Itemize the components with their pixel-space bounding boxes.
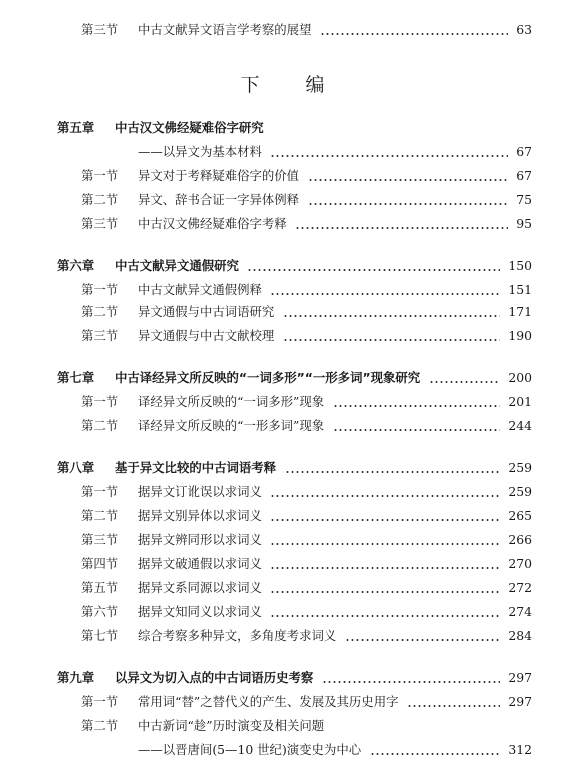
- page-number: 312: [508, 742, 532, 757]
- leader-dots: [407, 705, 500, 707]
- leader-dots: [247, 269, 500, 271]
- toc-section-entry[interactable]: [0, 214, 585, 234]
- section-label: 第一节: [81, 168, 119, 183]
- leader-dots: [370, 753, 500, 755]
- toc-section-entry[interactable]: [0, 602, 585, 622]
- toc-section-entry[interactable]: [0, 392, 585, 412]
- chapter-label: 第九章: [57, 670, 95, 685]
- part-title: 下 编: [240, 74, 345, 96]
- section-label: 第七节: [81, 628, 119, 643]
- page-number: 272: [508, 580, 532, 595]
- toc-section-entry[interactable]: [0, 166, 585, 186]
- leader-dots: [270, 519, 500, 521]
- entry-title: 中古汉文佛经疑难俗字考释: [138, 216, 287, 231]
- leader-dots: [270, 495, 500, 497]
- entry-title: 异文通假与中古文献校理: [138, 328, 275, 343]
- toc-section-entry[interactable]: [0, 20, 585, 40]
- section-label: 第二节: [81, 508, 119, 523]
- page-number: 200: [508, 370, 532, 385]
- chapter-label: 第六章: [57, 258, 95, 273]
- page-number: 95: [516, 216, 532, 231]
- page-number: 150: [508, 258, 532, 273]
- section-label: 第一节: [81, 694, 119, 709]
- section-label: 第三节: [81, 532, 119, 547]
- leader-dots: [308, 203, 508, 205]
- entry-title: 中古文献异文通假例释: [138, 282, 262, 297]
- page-number: 297: [508, 670, 532, 685]
- section-label: 第一节: [81, 282, 119, 297]
- entry-title: 基于异文比较的中古词语考释: [115, 460, 277, 475]
- page-number: 63: [516, 22, 532, 37]
- toc-section-entry[interactable]: [0, 506, 585, 526]
- page-number: 190: [508, 328, 532, 343]
- section-label: 第二节: [81, 304, 119, 319]
- entry-title: 综合考察多种异文，多角度考求词义: [138, 628, 337, 643]
- entry-title: 据异文订讹误以求词义: [138, 484, 262, 499]
- entry-title: 中古新词“趁”历时演变及相关问题: [138, 718, 325, 733]
- entry-title: 中古文献异文语言学考察的展望: [138, 22, 312, 37]
- entry-title: 据异文别异体以求词义: [138, 508, 262, 523]
- section-label: 第六节: [81, 604, 119, 619]
- entry-title: 译经异文所反映的“一形多词”现象: [138, 418, 325, 433]
- toc-section-entry[interactable]: [0, 626, 585, 646]
- leader-dots: [345, 639, 500, 641]
- toc-section-entry[interactable]: [0, 716, 585, 736]
- leader-dots: [283, 339, 500, 341]
- page-number: 284: [508, 628, 532, 643]
- page-number: 274: [508, 604, 532, 619]
- chapter-label: 第五章: [57, 120, 95, 135]
- entry-title: ——以异文为基本材料: [138, 144, 262, 159]
- page-number: 67: [516, 168, 532, 183]
- toc-section-entry[interactable]: [0, 578, 585, 598]
- section-label: 第一节: [81, 394, 119, 409]
- entry-title: 据异文破通假以求词义: [138, 556, 262, 571]
- leader-dots: [320, 33, 508, 35]
- leader-dots: [270, 155, 508, 157]
- entry-title: 据异文知同义以求词义: [138, 604, 262, 619]
- leader-dots: [295, 227, 508, 229]
- section-label: 第二节: [81, 718, 119, 733]
- entry-title: 异文对于考释疑难俗字的价值: [138, 168, 300, 183]
- entry-title: 据异文辨同形以求词义: [138, 532, 262, 547]
- toc-section-entry[interactable]: [0, 554, 585, 574]
- toc-section-entry[interactable]: [0, 326, 585, 346]
- page-number: 265: [508, 508, 532, 523]
- entry-title: ——以晋唐间(5—10 世纪)演变史为中心: [138, 742, 362, 757]
- section-label: 第三节: [81, 22, 119, 37]
- section-label: 第四节: [81, 556, 119, 571]
- toc-chapter-entry[interactable]: [0, 368, 585, 388]
- toc-chapter-entry[interactable]: [0, 118, 585, 138]
- leader-dots: [270, 615, 500, 617]
- entry-title: 中古译经异文所反映的“一词多形”“一形多词”现象研究: [115, 370, 421, 385]
- toc-subtitle-entry[interactable]: [0, 142, 585, 162]
- page-number: 297: [508, 694, 532, 709]
- toc-section-entry[interactable]: [0, 416, 585, 436]
- leader-dots: [270, 543, 500, 545]
- entry-title: 异文通假与中古词语研究: [138, 304, 275, 319]
- entry-title: 据异文系同源以求词义: [138, 580, 262, 595]
- section-label: 第二节: [81, 192, 119, 207]
- page-number: 201: [508, 394, 532, 409]
- entry-title: 常用词“替”之替代义的产生、发展及其历史用字: [138, 694, 399, 709]
- entry-title: 中古文献异文通假研究: [115, 258, 239, 273]
- chapter-label: 第八章: [57, 460, 95, 475]
- entry-title: 异文、辞书合证一字异体例释: [138, 192, 300, 207]
- leader-dots: [270, 567, 500, 569]
- toc-section-entry[interactable]: [0, 280, 585, 300]
- toc-section-entry[interactable]: [0, 692, 585, 712]
- leader-dots: [283, 315, 500, 317]
- toc-chapter-entry[interactable]: [0, 668, 585, 688]
- leader-dots: [270, 591, 500, 593]
- leader-dots: [285, 471, 500, 473]
- section-label: 第五节: [81, 580, 119, 595]
- page-number: 75: [516, 192, 532, 207]
- page-number: 67: [516, 144, 532, 159]
- toc-section-entry[interactable]: [0, 482, 585, 502]
- page-number: 244: [508, 418, 532, 433]
- leader-dots: [429, 381, 500, 383]
- toc-chapter-entry[interactable]: [0, 458, 585, 478]
- entry-title: 中古汉文佛经疑难俗字研究: [115, 120, 264, 135]
- toc-chapter-entry[interactable]: [0, 256, 585, 276]
- leader-dots: [308, 179, 508, 181]
- section-label: 第二节: [81, 418, 119, 433]
- entry-title: 以异文为切入点的中古词语历史考察: [115, 670, 314, 685]
- section-label: 第三节: [81, 328, 119, 343]
- section-label: 第一节: [81, 484, 119, 499]
- leader-dots: [322, 681, 500, 683]
- page-number: 171: [508, 304, 532, 319]
- page-number: 259: [508, 460, 532, 475]
- leader-dots: [333, 405, 500, 407]
- page-number: 270: [508, 556, 532, 571]
- entry-title: 译经异文所反映的“一词多形”现象: [138, 394, 325, 409]
- toc-section-entry[interactable]: [0, 302, 585, 322]
- section-label: 第三节: [81, 216, 119, 231]
- page-number: 259: [508, 484, 532, 499]
- toc-subtitle-entry[interactable]: [0, 740, 585, 760]
- toc-section-entry[interactable]: [0, 190, 585, 210]
- leader-dots: [333, 429, 500, 431]
- chapter-label: 第七章: [57, 370, 95, 385]
- toc-section-entry[interactable]: [0, 530, 585, 550]
- page-number: 151: [508, 282, 532, 297]
- page-number: 266: [508, 532, 532, 547]
- leader-dots: [270, 293, 500, 295]
